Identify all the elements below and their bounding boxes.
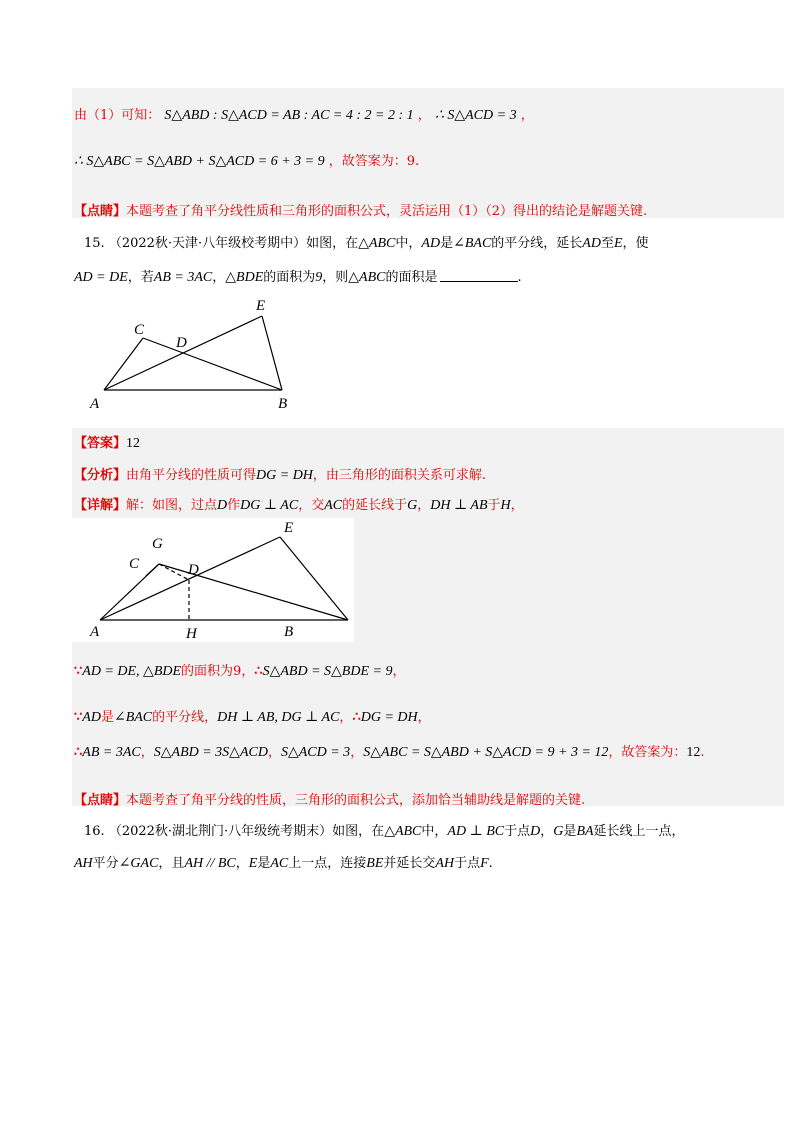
math-par: AH // BC (184, 856, 236, 871)
math-angle: ∠BAC (113, 710, 153, 725)
label-c: C (129, 556, 140, 572)
math-ad: AD (582, 236, 601, 251)
text: . (517, 270, 522, 285)
math-ba: BA (576, 824, 594, 839)
text: 是 (100, 710, 114, 725)
math-f: F (480, 856, 489, 871)
therefore-symbol: ∴ (254, 664, 263, 679)
comment-text: 本题考查了角平分线的性质，三角形的面积公式，添加恰当辅助线是解题的关键. (126, 793, 586, 808)
math-eq: S△ABC = S△ABD + S△ACD = 9 + 3 = 12 (363, 745, 609, 760)
text: 中， (395, 236, 422, 251)
text: ， (212, 270, 226, 285)
label-b: B (278, 396, 288, 412)
text: ， (140, 745, 154, 760)
math-result: DG = DH (360, 710, 418, 725)
text: ， (350, 745, 364, 760)
label-d: D (176, 335, 187, 351)
math-e: E (613, 236, 623, 251)
q16-line1 (84, 820, 685, 840)
math-ab: AB = 3AC (153, 270, 213, 285)
text: ，则 (322, 270, 349, 285)
math-eq: AD = DE, △BDE (82, 664, 182, 679)
text: 的面积是 (385, 270, 438, 285)
question-number: 16. (84, 824, 105, 839)
math-abc: △ABC (348, 270, 386, 285)
prev-prefix: 由（1）可知： (74, 108, 161, 123)
label-a: A (90, 396, 100, 412)
step-line-2 (74, 706, 431, 726)
text: 作 (227, 498, 241, 513)
text: ， (417, 710, 431, 725)
math-ab: AB = 3AC (82, 745, 141, 760)
math-ac: AC (270, 856, 289, 871)
text: 是 (257, 856, 271, 871)
analysis-tag: 【分析】 (74, 468, 127, 483)
q16-line2 (74, 852, 493, 872)
step-line-1 (74, 660, 405, 680)
label-c: C (134, 322, 145, 338)
answer-value: 12 (126, 436, 141, 451)
math-g: G (407, 498, 418, 513)
question-source: （2022秋·天津·八年级校考期中）如图，在 (108, 236, 359, 251)
math-d: D (217, 498, 228, 513)
label-d: D (188, 562, 199, 578)
text: ，由三角形的面积关系可求解. (312, 468, 487, 483)
text: ， (235, 856, 249, 871)
figure-2 (72, 518, 354, 642)
analysis-line (74, 464, 486, 484)
prev-comma: ， (417, 108, 431, 123)
math-angle: ∠BAC (453, 236, 492, 251)
text: ，故答案为： (608, 745, 687, 760)
text: 解：如图，过点 (126, 498, 218, 513)
therefore-symbol: ∴ (352, 710, 361, 725)
text: ， (510, 498, 524, 513)
math-eq: S△ACD = 3 (280, 745, 351, 760)
comment-tag: 【点睛】 (74, 204, 127, 219)
text: 并延长交 (383, 856, 436, 871)
answer-line (74, 432, 140, 452)
math-ah: AH (74, 856, 93, 871)
detail-tag: 【详解】 (74, 498, 127, 513)
text: ， (417, 498, 431, 513)
text: 于点 (504, 824, 531, 839)
detail-line (74, 494, 524, 514)
text: 的延长线于 (342, 498, 408, 513)
text: 的平分线， (152, 710, 218, 725)
math-be: BE (366, 856, 384, 871)
math-tri: △ABC (384, 824, 422, 839)
answer-blank (440, 269, 518, 282)
text: 是 (440, 236, 454, 251)
label-b: B (284, 624, 294, 640)
therefore-symbol: ∴ (74, 745, 83, 760)
prev-comment (74, 200, 647, 219)
text: ，且 (158, 856, 185, 871)
text: 是 (563, 824, 577, 839)
math-angle: ∠GAC (118, 856, 159, 871)
prev-sum-eq: ∴ S△ABC = S△ABD + S△ACD = 6 + 3 = 9 (74, 154, 325, 169)
prev-solution-line1 (74, 104, 534, 124)
text: ， (267, 745, 281, 760)
prev-area-eq: ∴ S△ACD = 3 (434, 108, 517, 123)
math-ans: 12 (686, 745, 701, 760)
math-perp: AD ⊥ BC (447, 824, 505, 839)
figure-1 (80, 290, 320, 420)
label-g: G (152, 536, 163, 552)
text: 的面积为9， (181, 664, 255, 679)
math-perp: DG ⊥ AC (240, 498, 299, 513)
math-h: H (500, 498, 511, 513)
prev-comma-end: ， (520, 108, 534, 123)
label-e: E (256, 298, 266, 314)
math-ac: AC (324, 498, 343, 513)
because-symbol: ∵ (74, 664, 83, 679)
math-nine: 9 (315, 270, 323, 285)
text: ， (392, 664, 406, 679)
text: . (700, 745, 705, 760)
text: 的面积为 (263, 270, 316, 285)
text: ，若 (127, 270, 154, 285)
text: 于 (487, 498, 501, 513)
text: ，交 (298, 498, 325, 513)
text: 中， (421, 824, 448, 839)
text: 平分 (92, 856, 119, 871)
question-source: （2022秋·湖北荆门·八年级统考期末）如图，在 (108, 824, 385, 839)
text: 至 (600, 236, 614, 251)
answer-tag: 【答案】 (74, 436, 127, 451)
label-h: H (186, 626, 197, 642)
q15-line2 (74, 266, 522, 286)
math-tri: △ABC (358, 236, 396, 251)
because-symbol: ∵ (74, 710, 83, 725)
label-e: E (284, 520, 294, 536)
math-bde: △BDE (225, 270, 264, 285)
answer-comment (74, 789, 585, 808)
math-eq: S△ABD = 3S△ACD (153, 745, 268, 760)
label-a: A (90, 624, 100, 640)
math-ad: AD (421, 236, 441, 251)
prev-ratio-eq: S△ABD : S△ACD = AB : AC = 4 : 2 = 2 : 1 (164, 108, 414, 123)
text: 于点 (454, 856, 481, 871)
prev-solution-line2 (74, 150, 419, 170)
comment-tag: 【点睛】 (74, 793, 127, 808)
prev-answer-text: ，故答案为：9. (328, 154, 420, 169)
math-g: G (553, 824, 564, 839)
step-line-3 (74, 741, 705, 761)
math-eq: DG = DH (256, 468, 313, 483)
math-result: S△ABD = S△BDE = 9 (262, 664, 393, 679)
text: 延长线上一点， (593, 824, 685, 839)
math-eq: AD = DE (74, 270, 128, 285)
text: ， (540, 824, 554, 839)
math-d: D (530, 824, 541, 839)
math-perp: DH ⊥ AB (430, 498, 488, 513)
text: ， (339, 710, 353, 725)
math-ad: AD (82, 710, 101, 725)
text: 由角平分线的性质可得 (126, 468, 257, 483)
question-number: 15. (84, 236, 105, 251)
math-perp: DH ⊥ AB, DG ⊥ AC (217, 710, 340, 725)
math-ah: AH (435, 856, 455, 871)
text: . (488, 856, 493, 871)
text: ，使 (622, 236, 649, 251)
text: 的平分线，延长 (491, 236, 583, 251)
math-e: E (248, 856, 258, 871)
text: 上一点，连接 (288, 856, 367, 871)
comment-text: 本题考查了角平分线性质和三角形的面积公式，灵活运用（1）（2）得出的结论是解题关键. (126, 204, 648, 219)
q15-line1 (84, 232, 649, 252)
